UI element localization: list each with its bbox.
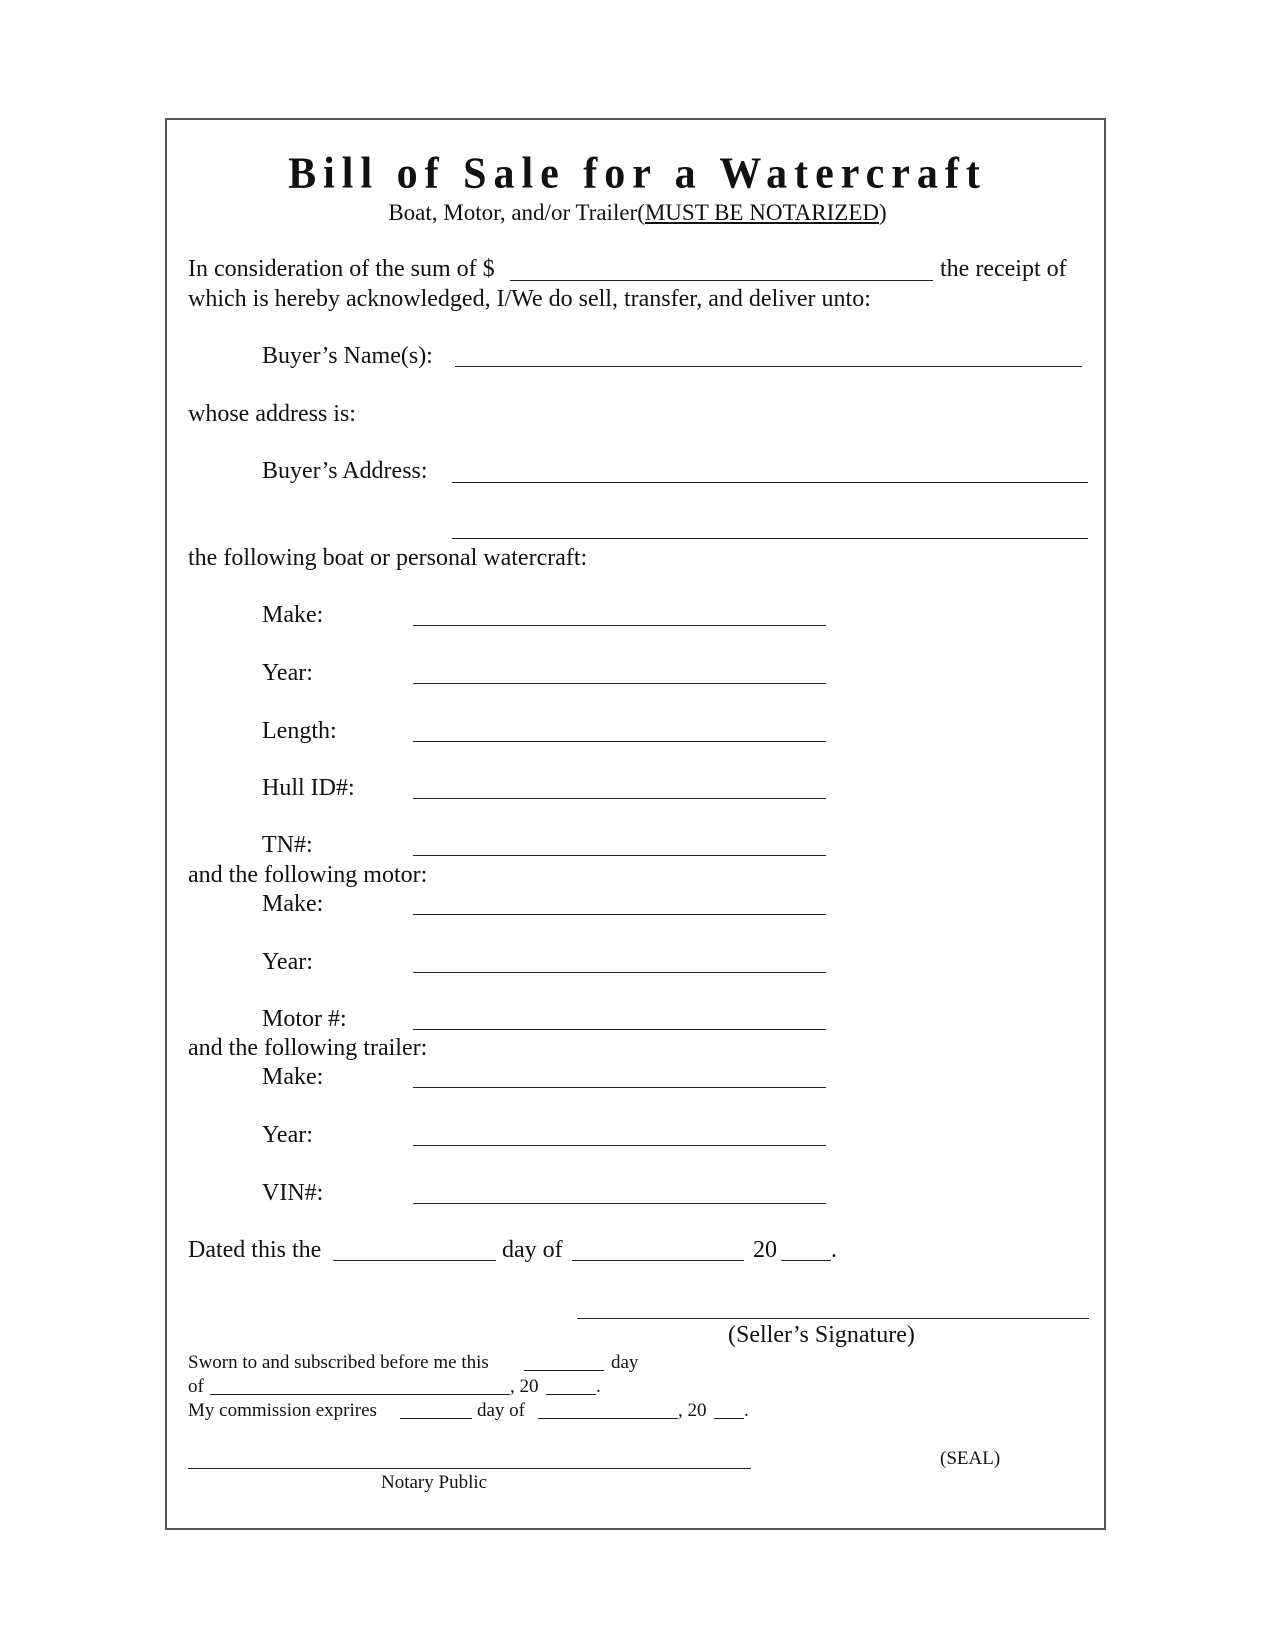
notary-line3-year: , 20: [678, 1400, 707, 1421]
notary-line1-prefix: Sworn to and subscribed before me this: [188, 1352, 489, 1373]
boat-make-field[interactable]: [413, 625, 826, 626]
commission-day-field[interactable]: [400, 1418, 472, 1419]
trailer-year-label: Year:: [262, 1122, 313, 1148]
commission-year-field[interactable]: [714, 1418, 744, 1419]
dated-year-field[interactable]: [781, 1260, 831, 1261]
notary-line2-year: , 20: [510, 1376, 539, 1397]
notary-public-label: Notary Public: [381, 1472, 488, 1493]
notary-signature-field[interactable]: [188, 1468, 751, 1469]
motor-year-label: Year:: [262, 949, 313, 975]
page-title: Bill of Sale for a Watercraft: [288, 149, 987, 199]
dated-mid: day of: [502, 1237, 563, 1263]
consideration-line2: which is hereby acknowledged, I/We do sell, transfer, and deliver unto:: [188, 286, 871, 312]
notarized-notice: MUST BE NOTARIZED: [644, 200, 879, 225]
notary-year-field[interactable]: [546, 1394, 596, 1395]
boat-length-label: Length:: [262, 718, 337, 744]
boat-year-label: Year:: [262, 660, 313, 686]
trailer-vin-field[interactable]: [413, 1203, 826, 1204]
commission-month-field[interactable]: [538, 1418, 678, 1419]
subtitle: [0, 200, 1275, 226]
boat-length-field[interactable]: [413, 741, 826, 742]
trailer-year-field[interactable]: [413, 1145, 826, 1146]
trailer-vin-label: VIN#:: [262, 1180, 324, 1206]
address-intro: whose address is:: [188, 401, 356, 427]
motor-year-field[interactable]: [413, 972, 826, 973]
motor-make-label: Make:: [262, 891, 324, 917]
trailer-make-label: Make:: [262, 1064, 324, 1090]
motor-make-field[interactable]: [413, 914, 826, 915]
boat-intro: the following boat or personal watercraft:: [188, 545, 588, 571]
sum-field[interactable]: [510, 280, 933, 281]
buyer-address-field-2[interactable]: [452, 538, 1088, 539]
subtitle-close: ): [878, 200, 887, 225]
notary-month-field[interactable]: [210, 1394, 510, 1395]
notary-line2-prefix: of: [188, 1376, 204, 1397]
consideration-suffix: the receipt of: [940, 256, 1067, 282]
seal-label: (SEAL): [940, 1448, 1001, 1469]
trailer-make-field[interactable]: [413, 1087, 826, 1088]
boat-make-label: Make:: [262, 602, 324, 628]
buyer-name-field[interactable]: [455, 366, 1082, 367]
buyer-name-label: Buyer’s Name(s):: [262, 343, 433, 369]
boat-hull-id-label: Hull ID#:: [262, 775, 355, 801]
notary-line2-end: .: [596, 1376, 601, 1397]
motor-number-field[interactable]: [413, 1029, 826, 1030]
notary-line3-mid: day of: [477, 1400, 526, 1421]
boat-year-field[interactable]: [413, 683, 826, 684]
boat-tn-field[interactable]: [413, 855, 826, 856]
subtitle-text: Boat, Motor, and/or Trailer(: [388, 200, 645, 225]
dated-day-field[interactable]: [333, 1260, 496, 1261]
dated-year-prefix: 20: [753, 1237, 777, 1263]
notary-day-field[interactable]: [524, 1370, 604, 1371]
motor-number-label: Motor #:: [262, 1006, 347, 1032]
trailer-intro: and the following trailer:: [188, 1035, 428, 1061]
boat-hull-id-field[interactable]: [413, 798, 826, 799]
seller-signature-field[interactable]: [577, 1318, 1089, 1319]
seller-signature-label: (Seller’s Signature): [728, 1322, 915, 1348]
dated-end: .: [831, 1237, 837, 1263]
buyer-address-field-1[interactable]: [452, 482, 1088, 483]
boat-tn-label: TN#:: [262, 832, 313, 858]
notary-line3-end: .: [744, 1400, 749, 1421]
buyer-address-label: Buyer’s Address:: [262, 458, 428, 484]
notary-line1-suffix: day: [611, 1352, 639, 1373]
dated-prefix: Dated this the: [188, 1237, 322, 1263]
notary-line3-prefix: My commission exprires: [188, 1400, 377, 1421]
motor-intro: and the following motor:: [188, 862, 428, 888]
dated-month-field[interactable]: [572, 1260, 744, 1261]
consideration-prefix: In consideration of the sum of $: [188, 256, 495, 282]
